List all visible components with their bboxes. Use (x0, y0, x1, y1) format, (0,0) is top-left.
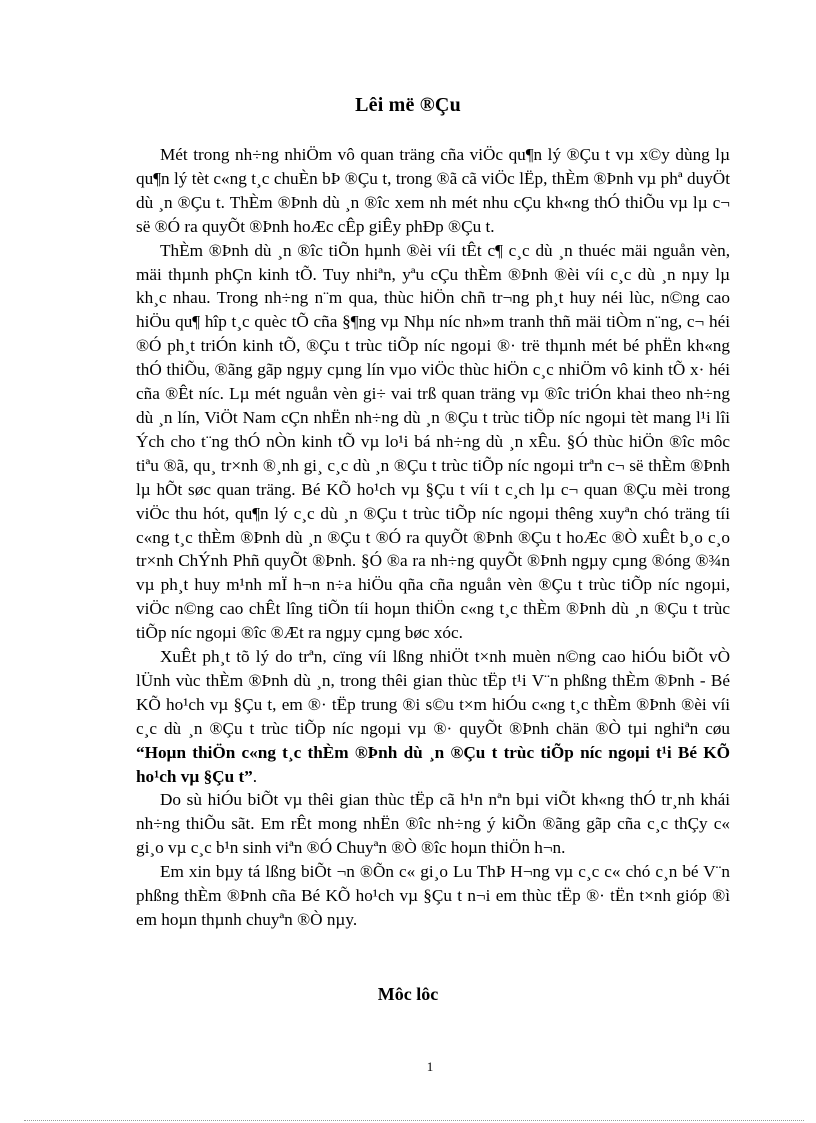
thesis-title: “Hoµn thiÖn c«ng t¸c thÈm ®Þnh dù ¸n ®Çu t trùc tiÕp níc ngoµi t¹i Bé KÕ ho¹ch vµ §Çu t” (136, 742, 730, 786)
body-text (136, 143, 730, 932)
paragraph: Em xin bµy tá lßng biÕt ¬n ®Õn c« gi¸o Lu ThÞ H¬ng vµ c¸c c« chó c¸n bé V¨n phßng thÈm ®Þnh cña Bé KÕ ho¹ch vµ §Çu t n¬i em thùc tËp ®· tËn t×nh gióp ®ì em hoµn thµnh chuyªn ®Ò nµy. (136, 862, 730, 929)
paragraph: Do sù hiÓu biÕt vµ thêi gian thùc tËp cã h¹n nªn bµi viÕt kh«ng thÓ tr¸nh khái nh÷ng thiÕu sãt. Em rÊt mong nhËn ®îc nh÷ng ý kiÕn ®ãng gãp cña c¸c thÇy c« gi¸o vµ c¸c b¹n sinh viªn ®Ó Chuyªn ®Ò ®îc hoµn thiÖn h¬n. (136, 790, 730, 858)
page-divider (24, 1120, 804, 1121)
paragraph (136, 645, 730, 788)
page-number: 1 (426, 1059, 434, 1074)
section-heading: Môc lôc (377, 984, 439, 1004)
page-title: Lêi më ®Çu (355, 94, 461, 116)
paragraph: Mét trong nh÷ng nhiÖm vô quan träng cña viÖc qu¶n lý ®Çu t vµ x©y dùng lµ qu¶n lý tèt c«ng t¸c chuÈn bÞ ®Çu t, trong ®ã cã viÖc lËp, thÈm ®Þnh vµ phª duyÖt dù ¸n ®Çu t. ThÈm ®Þnh dù ¸n ®îc xem nh mét nhu cÇu kh«ng thÓ thiÕu vµ lµ c¬ së ®Ó ra quyÕt ®Þnh hoÆc cÊp giÊy phÐp ®Çu t. (136, 145, 730, 236)
paragraph-text: XuÊt ph¸t tõ lý do trªn, cïng víi lßng nhiÖt t×nh muèn n©ng cao hiÓu biÕt vÒ lÜnh vùc thÈm ®Þnh dù ¸n, trong thêi gian thùc tËp t¹i V¨n phßng thÈm ®Þnh - Bé KÕ ho¹ch vµ §Çu t, em ®· tËp trung ®i s©u t×m hiÓu c«ng t¸c thÈm ®Þnh ®èi víi c¸c dù ¸n ®Çu t trùc tiÕp níc ngoµi vµ ®· quyÕt ®Þnh chän ®Ò tµi nghiªn cøu (136, 647, 730, 738)
paragraph-tail: . (252, 766, 258, 786)
paragraph: ThÈm ®Þnh dù ¸n ®îc tiÕn hµnh ®èi víi tÊt c¶ c¸c dù ¸n thuéc mäi nguån vèn, mäi thµnh phÇn kinh tÕ. Tuy nhiªn, yªu cÇu thÈm ®Þnh ®èi víi c¸c dù ¸n nµy lµ kh¸c nhau. Trong nh÷ng n¨m qua, thùc hiÖn chñ tr¬ng ph¸t huy néi lùc, n©ng cao hiÖu qu¶ hîp t¸c quèc tÕ cña §¶ng vµ Nhµ níc nh»m tranh thñ mäi tiÒm n¨ng, c¬ héi ®Ó ph¸t triÓn kinh tÕ, ®Çu t trùc tiÕp níc ngoµi ®· trë thµnh mét bé phËn kh«ng thÓ thiÕu, ®ãng gãp ngµy cµng lín vµo viÖc thùc hiÖn c¸c nhiÖm vô kinh tÕ x· héi cña ®Êt níc. Lµ mét nguån vèn gi÷ vai trß quan träng vµ ®îc triÓn khai theo nh÷ng dù ¸n lín, ViÖt Nam cÇn nhËn nh÷ng dù ¸n ®Çu t trùc tiÕp níc ngoµi tèt mang l¹i lîi Ých cho t¨ng thÓ nÒn kinh tÕ vµ lo¹i bá nh÷ng dù ¸n xÊu. §Ó thùc hiÖn ®îc môc tiªu ®ã, qu¸ tr×nh ®¸nh gi¸ c¸c dù ¸n ®Çu t trùc tiÕp níc ngoµi trªn c¬ së thÈm ®Þnh lµ hÕt søc quan träng. Bé KÕ ho¹ch vµ §Çu t víi t c¸ch lµ c¬ quan ®Çu mèi trong viÖc thu hót, qu¶n lý c¸c dù ¸n ®Çu t trùc tiÕp níc ngoµi thêng xuyªn chó träng tíi c«ng t¸c thÈm ®Þnh dù ¸n ®Çu t ®Ó ra quyÕt ®Þnh ®Çu t hoÆc ®Ò xuÊt b¸o c¸o tr×nh ChÝnh Phñ quyÕt ®Þnh. §Ó ®a ra nh÷ng quyÕt ®Þnh ngµy cµng ®óng ®¾n vµ ph¸t huy m¹nh mÏ h¬n n÷a hiÖu qña cña nguån vèn ®Çu t trùc tiÕp níc ngoµi, viÖc n©ng cao chÊt lîng tiÕn tíi hoµn thiÖn c«ng t¸c thÈm ®Þnh dù ¸n ®Çu t trùc tiÕp níc ngoµi ®îc ®Æt ra ngµy cµng bøc xóc. (136, 240, 730, 643)
